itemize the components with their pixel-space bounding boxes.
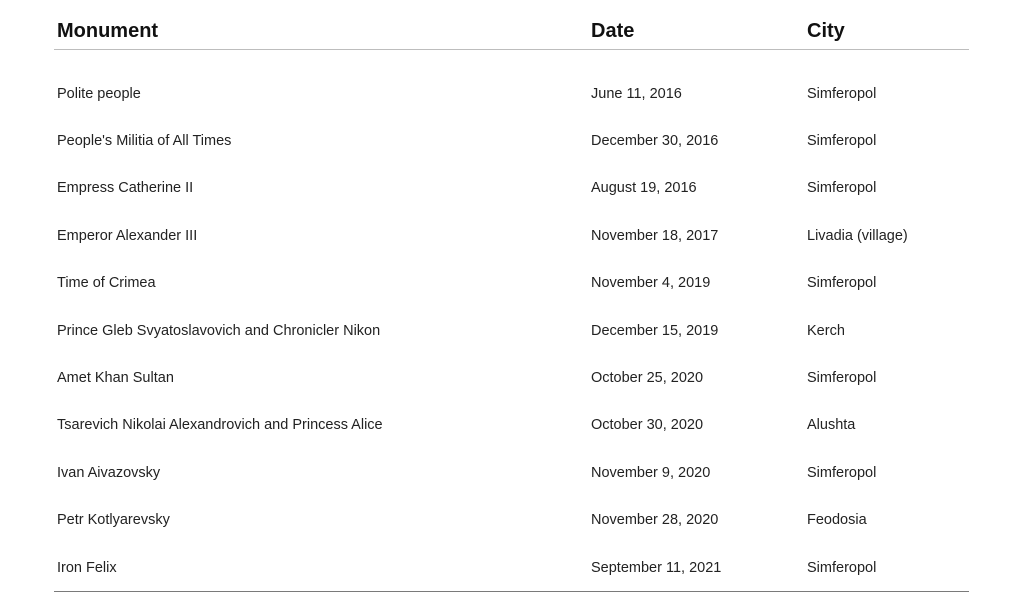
cell-city: Simferopol [807, 85, 877, 102]
cell-date: November 18, 2017 [591, 227, 719, 244]
table-row [54, 165, 969, 212]
table-header [54, 14, 969, 50]
cell-monument: People's Militia of All Times [57, 133, 232, 150]
table-row [54, 544, 969, 592]
cell-date: June 11, 2016 [591, 85, 682, 102]
table-row [54, 497, 969, 544]
table-row [54, 449, 969, 496]
cell-city: Simferopol [807, 133, 877, 150]
cell-monument: Petr Kotlyarevsky [57, 512, 170, 529]
monuments-table-container [54, 14, 969, 592]
cell-monument: Time of Crimea [57, 275, 156, 292]
cell-date: August 19, 2016 [591, 180, 697, 197]
cell-monument: Emperor Alexander III [57, 227, 198, 244]
table-row [54, 307, 969, 354]
cell-monument: Polite people [57, 85, 141, 102]
header-row [54, 14, 969, 50]
cell-monument: Prince Gleb Svyatoslavovich and Chronicler Nikon [57, 322, 381, 339]
table-row [54, 50, 969, 118]
table-row [54, 212, 969, 259]
cell-monument: Tsarevich Nikolai Alexandrovich and Princess Alice [57, 417, 383, 434]
cell-date: November 4, 2019 [591, 275, 711, 292]
cell-date: November 28, 2020 [591, 512, 719, 529]
cell-city: Simferopol [804, 544, 969, 592]
cell-date: November 9, 2020 [591, 464, 711, 481]
monuments-table [54, 14, 969, 592]
table-row [54, 402, 969, 449]
column-header-date[interactable]: Date [588, 14, 804, 50]
cell-city: Livadia (village) [807, 227, 908, 244]
cell-monument: Ivan Aivazovsky [57, 464, 161, 481]
cell-city: Alushta [807, 417, 856, 434]
cell-monument: Iron Felix [54, 544, 588, 592]
table-row [54, 260, 969, 307]
table-row [54, 117, 969, 164]
cell-city: Kerch [807, 322, 845, 339]
cell-date: October 25, 2020 [591, 370, 704, 387]
cell-city: Simferopol [807, 464, 877, 481]
cell-date: October 30, 2020 [591, 417, 704, 434]
cell-monument: Empress Catherine II [57, 180, 194, 197]
cell-date: December 15, 2019 [591, 322, 719, 339]
cell-city: Feodosia [807, 512, 867, 529]
cell-date: September 11, 2021 [588, 544, 804, 592]
column-header-monument[interactable]: Monument [54, 14, 588, 50]
table-body [54, 50, 969, 592]
table-row [54, 354, 969, 401]
cell-city: Simferopol [807, 180, 877, 197]
cell-date: December 30, 2016 [591, 133, 719, 150]
column-header-city[interactable]: City [804, 14, 969, 50]
cell-monument: Amet Khan Sultan [57, 370, 174, 387]
cell-city: Simferopol [807, 275, 877, 292]
cell-city: Simferopol [807, 370, 877, 387]
